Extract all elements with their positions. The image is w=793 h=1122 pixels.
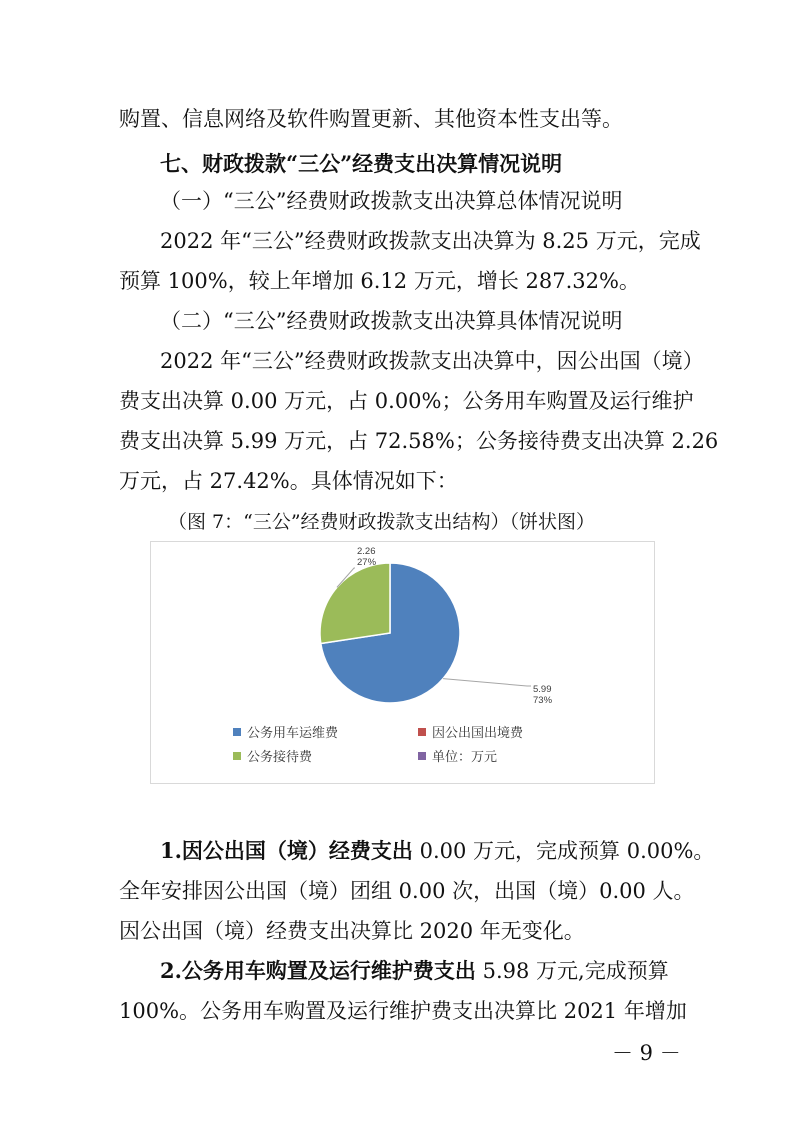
legend-label: 单位：万元 bbox=[432, 750, 498, 765]
legend-item-abroad bbox=[418, 722, 523, 741]
text-line-5: 费支出决算 0.00 万元，占 0.00%；公务用车购置及运行维护 bbox=[119, 389, 694, 413]
page-number: － 9 － bbox=[612, 1041, 681, 1065]
text-line-3: 预算 100%，较上年增加 6.12 万元，增长 287.32%。 bbox=[119, 269, 640, 293]
section-2-title: 2.公务用车购置及运行维护费支出 bbox=[160, 958, 476, 983]
legend-label: 公务接待费 bbox=[247, 750, 313, 765]
data-label-percent: 73% bbox=[533, 695, 553, 706]
legend-item-unit bbox=[418, 746, 497, 765]
leader-line-0 bbox=[443, 679, 531, 686]
section-1-line-2: 全年安排因公出国（境）团组 0.00 次，出国（境）0.00 人。 bbox=[119, 879, 695, 903]
legend-item-car bbox=[233, 722, 338, 741]
legend-swatch bbox=[233, 728, 241, 736]
legend-label: 公务用车运维费 bbox=[247, 726, 339, 741]
data-label-value: 5.99 bbox=[533, 684, 552, 695]
legend-label: 因公出国出境费 bbox=[432, 726, 524, 741]
section-2-rest: 5.98 万元,完成预算 bbox=[475, 959, 669, 983]
pie-chart bbox=[151, 542, 654, 783]
legend-swatch bbox=[233, 752, 241, 760]
text-line-4: 2022 年“三公”经费财政拨款支出决算中，因公出国（境） bbox=[160, 349, 704, 373]
legend-item-reception bbox=[233, 746, 312, 765]
text-line-1: 购置、信息网络及软件购置更新、其他资本性支出等。 bbox=[119, 107, 623, 131]
pie-slice-2 bbox=[320, 563, 390, 643]
section-2-line-1 bbox=[160, 956, 669, 986]
text-line-2: 2022 年“三公”经费财政拨款支出决算为 8.25 万元，完成 bbox=[160, 229, 701, 253]
subsection-heading-1: （一）“三公”经费财政拨款支出决算总体情况说明 bbox=[160, 189, 623, 213]
pie-chart-container bbox=[150, 541, 655, 784]
section-1-rest: 0.00 万元，完成预算 0.00%。 bbox=[412, 839, 715, 863]
text-line-7: 万元，占 27.42%。具体情况如下： bbox=[119, 469, 458, 493]
section-2-line-2: 100%。公务用车购置及运行维护费支出决算比 2021 年增加 bbox=[119, 999, 687, 1023]
text-line-6: 费支出决算 5.99 万元，占 72.58%；公务接待费支出决算 2.26 bbox=[119, 429, 719, 453]
legend-swatch bbox=[418, 728, 426, 736]
section-1-title: 1.因公出国（境）经费支出 bbox=[160, 838, 413, 863]
section-1-line-3: 因公出国（境）经费支出决算比 2020 年无变化。 bbox=[119, 919, 585, 943]
section-1-line-1 bbox=[160, 836, 714, 866]
legend-swatch bbox=[418, 752, 426, 760]
figure-caption: （图 7：“三公”经费财政拨款支出结构）（饼状图） bbox=[168, 511, 596, 533]
section-heading: 七、财政拨款“三公”经费支出决算情况说明 bbox=[160, 151, 563, 176]
subsection-heading-2: （二）“三公”经费财政拨款支出决算具体情况说明 bbox=[160, 309, 623, 333]
data-label-percent: 27% bbox=[357, 557, 377, 568]
data-label-value: 2.26 bbox=[357, 546, 376, 557]
